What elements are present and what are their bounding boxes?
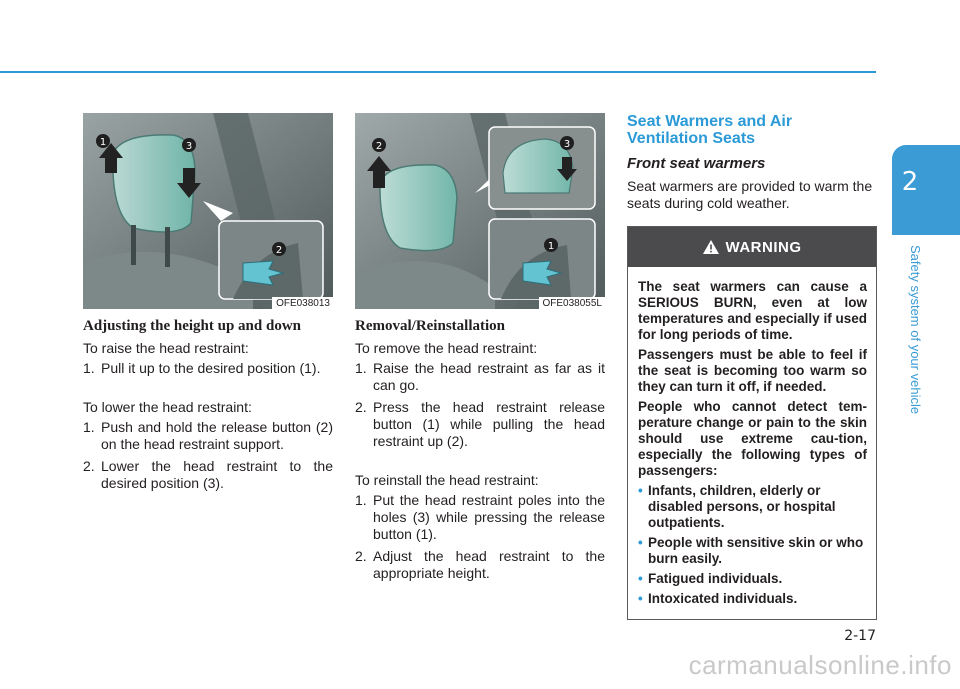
list-item: 1. Put the head restraint poles into the holes (3) while pressing the release button (1). (355, 492, 605, 542)
warning-triangle-icon (703, 240, 719, 254)
heading-removal: Removal/Reinstallation (355, 318, 505, 334)
section-title: Seat Warmers and Air Ventilation Seats (627, 113, 793, 147)
chapter-title: Safety system of your vehicle (908, 245, 923, 415)
list-item: 2. Adjust the head restraint to the appropriate height. (355, 548, 605, 581)
lower-steps (83, 419, 333, 492)
figure-removal (355, 113, 605, 309)
bullet-icon: • (638, 591, 643, 606)
chapter-number: 2 (901, 167, 919, 197)
warning-header (628, 227, 876, 267)
list-item: 1. Raise the head restraint as far as it can go. (355, 360, 605, 393)
top-rule (0, 71, 876, 73)
head-restraint-removal-illustration (355, 113, 605, 309)
seat-warmer-intro: Seat warmers are provided to warm the seats during cold weather. (627, 178, 873, 211)
callout-2: 2 (375, 141, 383, 152)
reinstall-steps (355, 492, 605, 582)
list-item: 2. Press the head restraint release button (1) while pulling the head restraint up (2). (355, 399, 605, 449)
warning-bullets (638, 483, 867, 607)
page-number: 2-17 (844, 628, 876, 644)
list-item: 2. Lower the head restraint to the desired position (3). (83, 458, 333, 491)
bullet-icon: • (638, 483, 643, 498)
chapter-tab (892, 145, 960, 235)
warning-paragraph: The seat warmers can cause a SERIOUS BURN, even at low temperatures and especially if used for long periods of time. (638, 279, 867, 342)
raise-intro: To raise the head restraint: (83, 340, 249, 356)
figure-code: OFE038013 (272, 297, 333, 309)
warning-title: WARNING (725, 238, 802, 256)
head-restraint-illustration (83, 113, 333, 309)
column-height-adjust (83, 113, 333, 497)
figure-height-adjust (83, 113, 333, 309)
column-seat-warmers (627, 113, 877, 620)
callout-2: 2 (275, 245, 283, 256)
bullet-icon: • (638, 571, 643, 586)
bullet-icon: • (638, 535, 643, 550)
callout-1: 1 (547, 241, 555, 252)
watermark: carmanualsonline.info (688, 650, 952, 680)
heading-adjust-height: Adjusting the height up and down (83, 318, 301, 334)
raise-steps (83, 360, 333, 377)
list-item: 1. Pull it up to the desired position (1). (83, 360, 321, 376)
list-item: • Fatigued individuals. (638, 571, 783, 586)
remove-intro: To remove the head restraint: (355, 340, 538, 356)
list-item: • Intoxicated individuals. (638, 591, 798, 606)
warning-body (628, 267, 876, 619)
remove-steps (355, 360, 605, 450)
warning-paragraph: People who cannot detect tem-perature change or pain to the skin should use extreme cau-tion, especially the following types of passengers: (638, 399, 867, 478)
lower-intro: To lower the head restraint: (83, 399, 252, 415)
callout-3: 3 (185, 141, 193, 152)
warning-paragraph: Passengers must be able to feel if the seat is becoming too warm so they can turn it off, if needed. (638, 347, 867, 394)
column-removal (355, 113, 605, 587)
list-item: 1. Push and hold the release button (2) on the head restraint support. (83, 419, 333, 452)
list-item: • Infants, children, elderly or disabled persons, or hospital outpatients. (638, 483, 836, 530)
list-item: • People with sensitive skin or who burn easily. (638, 535, 864, 566)
figure-code: OFE038055L (539, 297, 606, 309)
subsection-title: Front seat warmers (627, 155, 766, 172)
callout-3: 3 (563, 139, 571, 150)
warning-box (627, 226, 877, 620)
callout-1: 1 (99, 137, 107, 148)
reinstall-intro: To reinstall the head restraint: (355, 472, 539, 488)
